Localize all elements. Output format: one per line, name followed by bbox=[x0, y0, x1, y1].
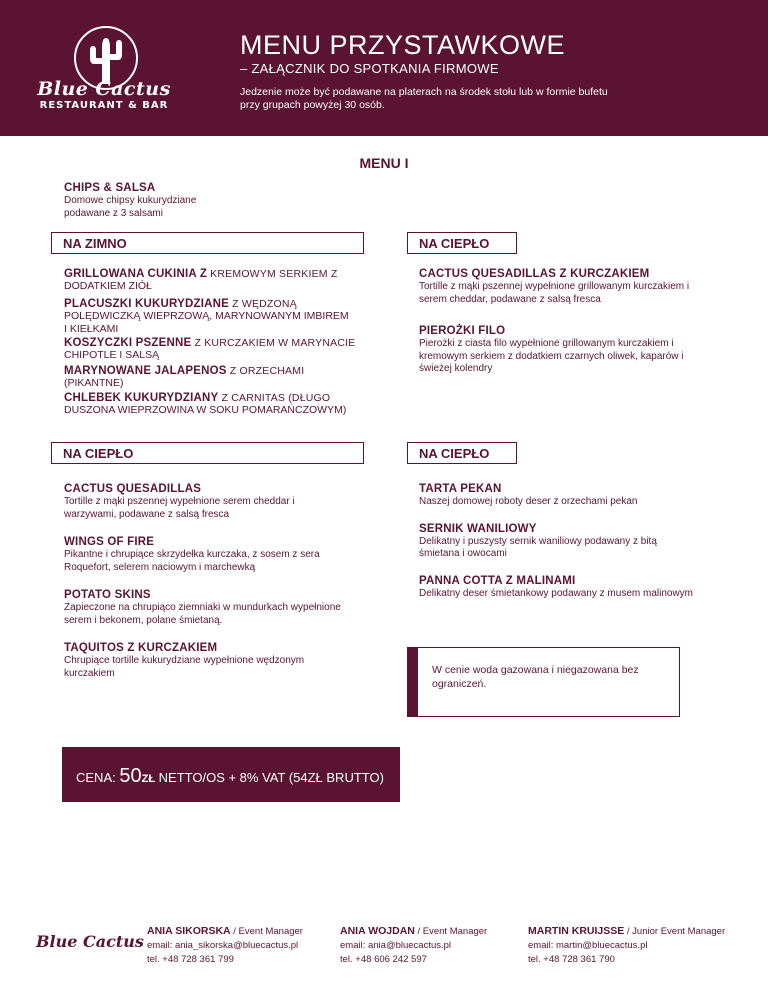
item-description bbox=[64, 195, 364, 220]
page-subtitle: – ZAŁĄCZNIK DO SPOTKANIA FIRMOWE bbox=[240, 61, 499, 76]
desc-line: podawane z 3 salsami bbox=[64, 207, 163, 219]
contact-card bbox=[340, 924, 487, 967]
list-item bbox=[419, 268, 739, 306]
item-title: CHLEBEK KUKURYDZIANY bbox=[64, 392, 219, 404]
item-description bbox=[419, 536, 749, 561]
item-detail: CHIPOTLE I SALSĄ bbox=[64, 349, 160, 361]
desc-line: Tortille z mąki pszennej wypełnione serem cheddar i bbox=[64, 496, 295, 507]
header-note-line: przy grupach powyżej 30 osób. bbox=[240, 99, 385, 111]
item-detail: Z WĘDZONĄ bbox=[228, 298, 297, 310]
item-detail: Z KURCZAKIEM W MARYNACIE bbox=[191, 337, 356, 349]
desc-line: Pikantne i chrupiące skrzydełka kurczaka, z sosem z sera bbox=[64, 549, 320, 560]
list-item bbox=[64, 365, 384, 390]
item-title: PLACUSZKI KUKURYDZIANE bbox=[64, 298, 229, 310]
list-item bbox=[419, 483, 749, 509]
logo-subtitle: RESTAURANT & BAR bbox=[39, 100, 169, 111]
desc-line: Delikatny i puszysty sernik waniliowy podawany z bitą bbox=[419, 535, 657, 547]
list-item bbox=[64, 536, 394, 574]
contact-card bbox=[528, 924, 725, 967]
list-item bbox=[419, 575, 749, 601]
item-title: WINGS OF FIRE bbox=[64, 536, 155, 548]
price-currency: ZŁ bbox=[141, 773, 156, 785]
price-suffix: NETTO/OS + 8% VAT (54ZŁ BRUTTO) bbox=[155, 770, 384, 785]
item-title: SERNIK WANILIOWY bbox=[419, 522, 537, 535]
item-detail: Z ORZECHAMI bbox=[226, 365, 305, 377]
item-title: CHIPS & SALSA bbox=[64, 182, 156, 194]
note-line: ograniczeń. bbox=[432, 678, 487, 690]
contact-role: / Event Manager bbox=[414, 926, 488, 937]
brand-logo bbox=[34, 26, 174, 116]
header bbox=[0, 0, 768, 136]
item-title: KOSZYCZKI PSZENNE bbox=[64, 337, 192, 349]
desc-line: Roquefort, selerem naciowym i marchewką bbox=[64, 561, 256, 573]
footer-logo: Blue Cactus bbox=[36, 932, 144, 951]
menu-title: MENU I bbox=[359, 155, 409, 171]
cold-list bbox=[64, 268, 384, 417]
header-note-line: Jedzenie może być podawane na platerach na środek stołu lub w formie bufetu bbox=[240, 86, 608, 98]
desc-line: Zapieczone na chrupiąco ziemniaki w mundurkach wypełnione bbox=[64, 602, 341, 613]
item-description bbox=[64, 496, 394, 521]
contact-role: / Junior Event Manager bbox=[624, 926, 726, 937]
section-box-hot: NA CIEPŁO bbox=[407, 442, 517, 464]
item-title: PANNA COTTA Z MALINAMI bbox=[419, 574, 576, 587]
contact-phone[interactable]: tel. +48 606 242 597 bbox=[340, 954, 427, 965]
logo-name: Blue Cactus bbox=[37, 78, 171, 100]
list-item bbox=[64, 483, 394, 521]
contact-role: / Event Manager bbox=[230, 926, 303, 937]
list-item bbox=[419, 523, 749, 561]
contact-name: ANIA SIKORSKA bbox=[147, 925, 231, 937]
contact-email[interactable]: email: ania_sikorska@bluecactus.pl bbox=[147, 940, 299, 951]
section-box-hot: NA CIEPŁO bbox=[51, 442, 364, 464]
desc-line: Domowe chipsy kukurydziane bbox=[64, 195, 197, 206]
price-prefix: CENA: bbox=[76, 770, 120, 785]
chips-section bbox=[64, 182, 364, 220]
contact-name: ANIA WOJDAN bbox=[340, 925, 415, 937]
item-title: MARYNOWANE JALAPENOS bbox=[64, 365, 227, 377]
list-item bbox=[64, 337, 384, 362]
water-note-box bbox=[407, 647, 680, 717]
note-text bbox=[432, 663, 662, 691]
section-box-hot: NA CIEPŁO bbox=[407, 232, 517, 254]
desc-line: Tortille z mąki pszennej wypełnione grillowanym kurczakiem i bbox=[419, 281, 690, 292]
note-line: W cenie woda gazowana i niegazowana bez bbox=[432, 664, 639, 676]
item-title: CACTUS QUESADILLAS Z KURCZAKIEM bbox=[419, 268, 650, 280]
note-accent-bar bbox=[408, 648, 418, 716]
item-detail: DUSZONA WIEPRZOWINA W SOKU POMARAŃCZOWYM) bbox=[64, 404, 347, 416]
section-box-cold: NA ZIMNO bbox=[51, 232, 364, 254]
list-item bbox=[64, 589, 394, 627]
contact-email[interactable]: email: ania@bluecactus.pl bbox=[340, 940, 452, 951]
desc-line: serem i bekonem, polane śmietaną. bbox=[64, 614, 223, 626]
item-title: TAQUITOS Z KURCZAKIEM bbox=[64, 642, 218, 654]
contact-card bbox=[147, 924, 303, 967]
item-detail: (PIKANTNE) bbox=[64, 377, 124, 389]
desc-line: kurczakiem bbox=[64, 667, 115, 679]
hot3-list bbox=[419, 483, 749, 600]
item-detail: POLĘDWICZKĄ WIEPRZOWĄ, MARYNOWANYM IMBIREM bbox=[64, 310, 349, 322]
item-detail: Z CARNITAS (DŁUGO bbox=[218, 392, 331, 404]
contact-name: MARTIN KRUIJSSE bbox=[528, 925, 625, 937]
item-description: Naszej domowej roboty deser z orzechami pekan bbox=[419, 496, 638, 507]
item-description: Delikatny deser śmietankowy podawany z musem malinowym bbox=[419, 587, 693, 599]
contact-email[interactable]: email: martin@bluecactus.pl bbox=[528, 940, 648, 951]
list-item bbox=[419, 325, 739, 376]
list-item bbox=[64, 392, 384, 417]
desc-line: śmietana i owocami bbox=[419, 548, 507, 559]
item-description bbox=[419, 338, 739, 376]
item-title: TARTA PEKAN bbox=[419, 483, 502, 495]
item-title: POTATO SKINS bbox=[64, 589, 151, 601]
list-item bbox=[64, 298, 384, 336]
desc-line: kremowym serkiem z dodatkiem czarnych oliwek, kaparów i bbox=[419, 350, 684, 362]
desc-line: serem cheddar, podawane z salsą fresca bbox=[419, 293, 601, 305]
item-description bbox=[64, 549, 394, 574]
desc-line: Pierożki z ciasta filo wypełnione grillowanym kurczakiem i bbox=[419, 338, 674, 349]
item-title: PIEROŻKI FILO bbox=[419, 325, 506, 337]
hot1-list bbox=[419, 268, 739, 376]
list-item bbox=[64, 642, 394, 680]
item-description bbox=[64, 602, 394, 627]
item-description bbox=[419, 281, 739, 306]
hot2-list bbox=[64, 483, 394, 680]
item-detail: I KIEŁKAMI bbox=[64, 323, 119, 335]
item-description bbox=[64, 655, 394, 680]
desc-line: świeżej kolendry bbox=[419, 363, 493, 374]
desc-line: Chrupiące tortille kukurydziane wypełnione wędzonym bbox=[64, 655, 305, 666]
list-item bbox=[64, 268, 384, 293]
contact-phone[interactable]: tel. +48 728 361 799 bbox=[147, 954, 234, 965]
item-detail: KREMOWYM SERKIEM Z bbox=[207, 268, 338, 280]
price-box bbox=[62, 747, 400, 802]
page-title: MENU PRZYSTAWKOWE bbox=[240, 30, 565, 60]
header-note bbox=[240, 86, 660, 112]
item-title: GRILLOWANA CUKINIA Z bbox=[64, 268, 208, 280]
item-title: CACTUS QUESADILLAS bbox=[64, 483, 202, 495]
price-amount: 50 bbox=[119, 765, 142, 787]
contact-phone[interactable]: tel. +48 728 361 790 bbox=[528, 954, 615, 965]
item-detail: DODATKIEM ZIÓŁ bbox=[64, 280, 152, 292]
desc-line: warzywami, podawane z salsą fresca bbox=[64, 508, 230, 520]
